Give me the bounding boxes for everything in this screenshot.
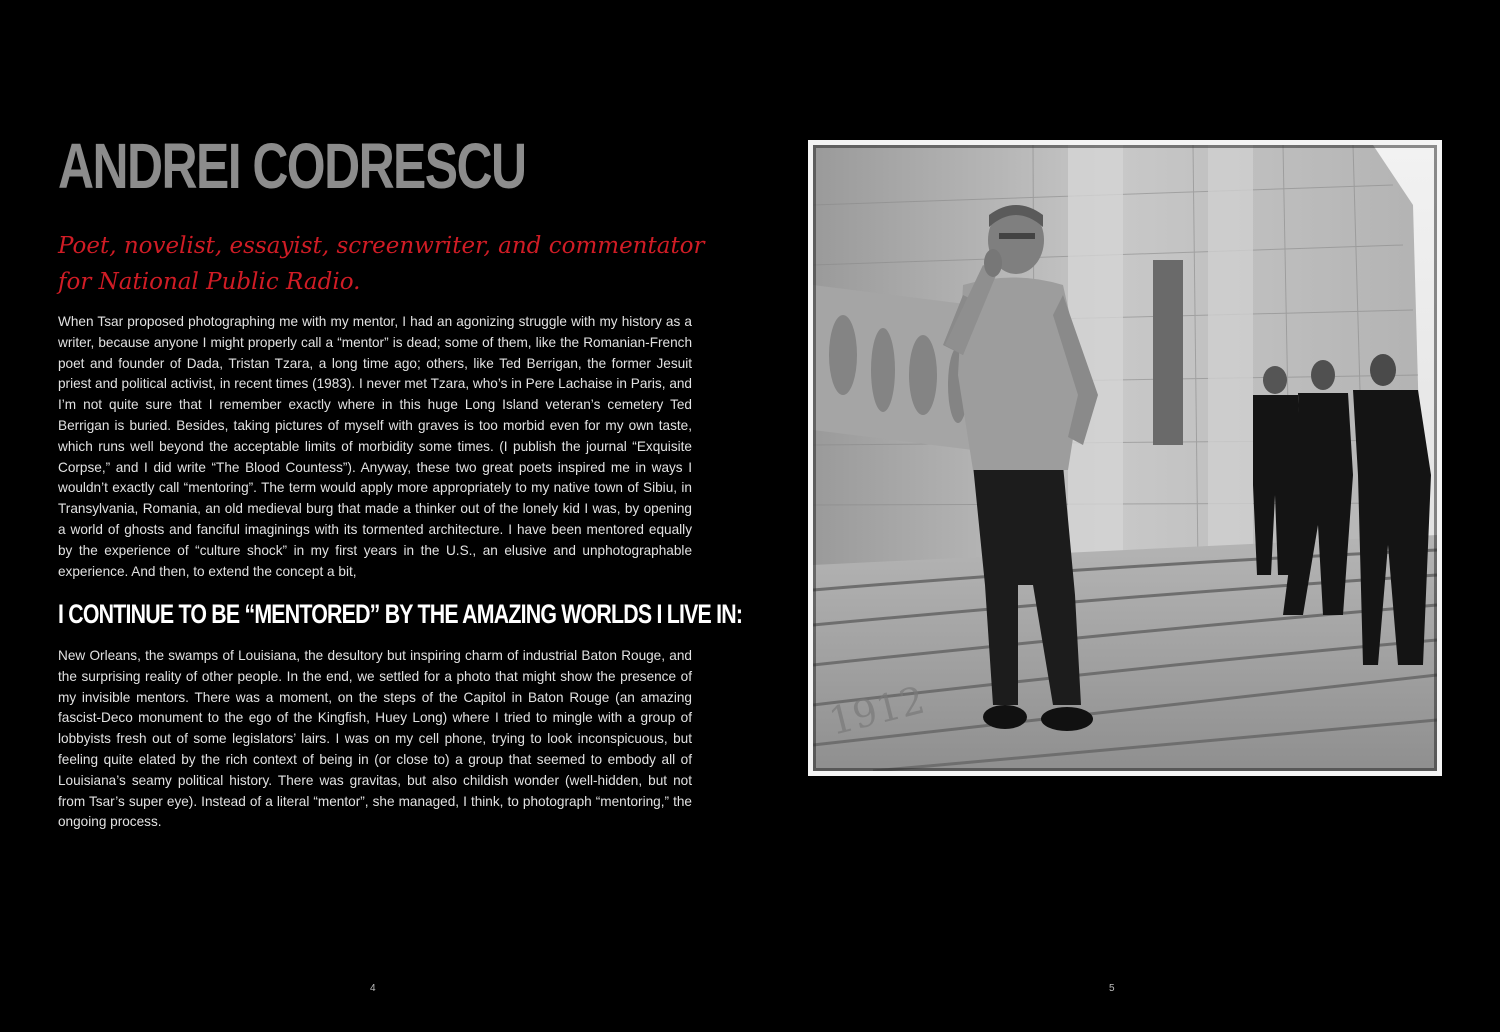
body-paragraph-1: When Tsar proposed photographing me with my mentor, I had an agonizing struggle with my history as a writer, because anyone I might properly call a “mentor” is dead; some of them, like the Romanian-French poet and founder of Dada, Tristan Tzara, a long time ago; others, like Ted Berrigan, the former Jesuit priest and political activist, in recent times (1983). I never met Tzara, who’s in Pere Lachaise in Paris, and I’m not quite sure that I remember exactly where in this huge Long Island veteran’s cemetery Ted Berrigan is buried. Besides, taking pictures of myself with graves is too morbid even for my own taste, which runs well beyond the acceptable limits of morbidity some times. (I publish the journal “Exquisite Corpse,” and I did write “The Blood Countess”). Anyway, these two great poets inspired me in ways I wouldn’t exactly call “mentoring”. The term would apply more appropriately to my native town of Sibiu, in Transylvania, Romania, an old medieval burg that made a thinker out of the lonely kid I was, by opening a world of ghosts and fanciful imaginings with its tormented architecture. I have been mentored equally by the experience of “culture shock” in my first years in the U.S., an elusive and unphotographable experience. And then, to extend the concept a bit,: [58, 314, 692, 579]
pull-quote: I CONTINUE TO BE “MENTORED” BY THE AMAZING WORLDS I LIVE IN:: [58, 599, 743, 629]
photo-illustration: [813, 145, 1437, 771]
page-number-left: 4: [370, 983, 376, 994]
body-paragraph-2: New Orleans, the swamps of Louisiana, the desultory but inspiring charm of industrial Baton Rouge, and the surprising reality of other people. In the end, we settled for a photo that might show the presence of my invisible mentors. There was a moment, on the steps of the Capitol in Baton Rouge (an amazing fascist-Deco monument to the ego of the Kingfish, Huey Long) where I tried to mingle with a group of lobbyists fresh out of some legislators’ lairs. I was on my cell phone, trying to look inconspicuous, but feeling quite elated by the rich context of being in (or close to) a group that seemed to embody all of Louisiana’s seamy political history. There was gravitas, but also childish wonder (well-hidden, but not from Tsar’s super eye). Instead of a literal “mentor”, she managed, I think, to photograph “mentoring,” the ongoing process.: [58, 648, 692, 830]
step-engraving: 1912: [824, 677, 930, 744]
page-number-right: 5: [1109, 983, 1115, 994]
author-name: ANDREI CODRESCU: [58, 130, 526, 202]
author-subtitle: Poet, novelist, essayist, screenwriter, and commentator for National Public Radio.: [58, 233, 705, 295]
portrait-photo: [808, 140, 1442, 776]
